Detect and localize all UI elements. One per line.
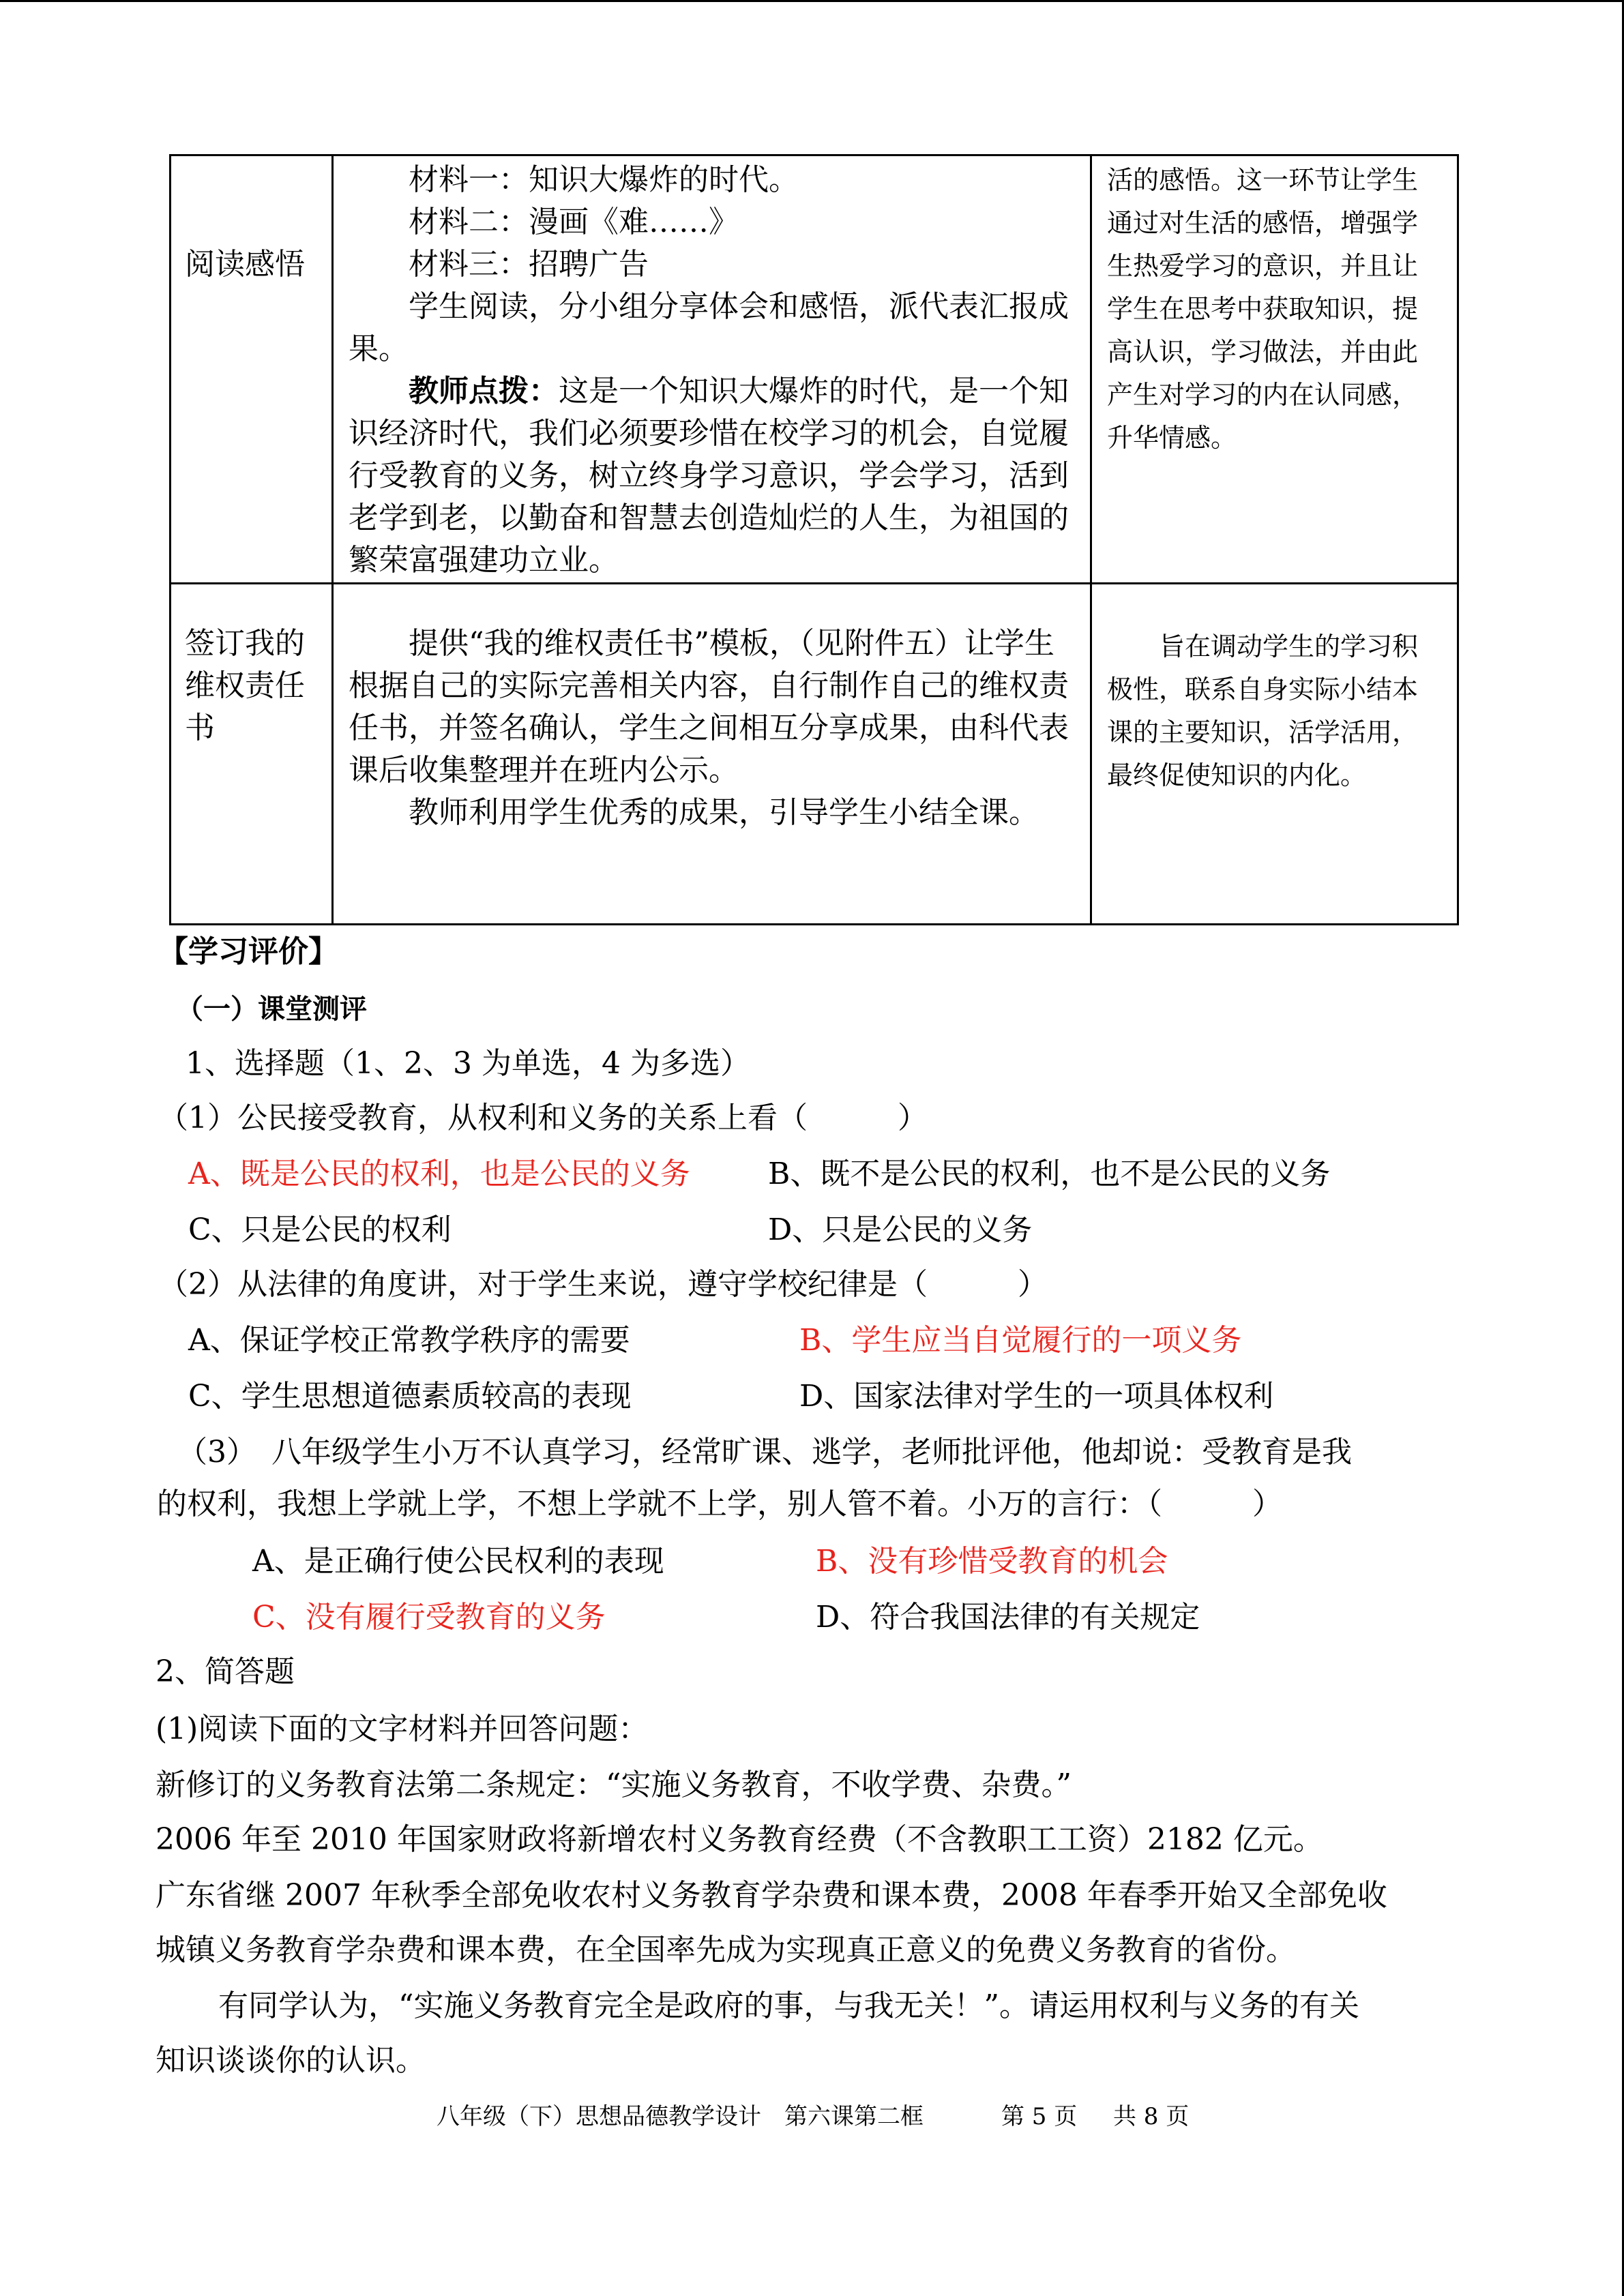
material-item: 材料三：招聘广告 <box>409 247 649 282</box>
option-a: A、是正确行使公民权利的表现 <box>252 1544 664 1579</box>
option-d: D、符合我国法律的有关规定 <box>816 1600 1200 1635</box>
option-a: A、既是公民的权利，也是公民的义务 <box>188 1157 690 1191</box>
question-text: 知识谈谈你的认识。 <box>156 2043 426 2078</box>
short-answer-title: 2、简答题 <box>156 1654 295 1689</box>
option-c: C、没有履行受教育的义务 <box>252 1600 606 1635</box>
option-c: C、只是公民的权利 <box>188 1212 452 1247</box>
question-text: 有同学认为，“实施义务教育完全是政府的事，与我无关！”。请运用权利与义务的有关 <box>218 1988 1359 2023</box>
option-b: B、既不是公民的权利，也不是公民的义务 <box>768 1157 1331 1191</box>
design-intent: 活的感悟。这一环节让学生通过对生活的感悟，增强学生热爱学习的意识，并且让学生在思考中获取知识，提高认识，学习做法，并由此产生对学习的内在认同感，升华情感。 <box>1107 165 1419 453</box>
teacher-guidance <box>349 370 1078 582</box>
material-text: 新修订的义务教育法第二条规定：“实施义务教育，不收学费、杂费。” <box>156 1768 1072 1802</box>
material-text: 广东省继 2007 年秋季全部免收农村义务教育学杂费和课本费，2008 年春季开始又全部免收 <box>156 1878 1387 1913</box>
intent-cell <box>1091 584 1458 925</box>
question-stem-continued: 的权利，我想上学就上学，不想上学就不上学，别人管不着。小万的言行：（ ） <box>157 1487 1282 1521</box>
material-text: 城镇义务教育学杂费和课本费，在全国率先成为实现真正意义的免费义务教育的省份。 <box>156 1933 1296 1967</box>
section-heading: 【学习评价】 <box>158 934 338 969</box>
subsection-heading: （一）课堂测评 <box>176 993 367 1025</box>
intent-cell <box>1091 155 1458 584</box>
choice-section-title: 1、选择题（1、2、3 为单选，4 为多选） <box>186 1046 750 1081</box>
short-answer-intro: (1)阅读下面的文字材料并回答问题： <box>156 1712 649 1746</box>
material-item: 材料一：知识大爆炸的时代。 <box>409 162 799 197</box>
table-row <box>171 155 1458 584</box>
page-border-top <box>0 0 1624 2</box>
material-text: 2006 年至 2010 年国家财政将新增农村义务教育经费（不含教职工工资）2182 亿元。 <box>156 1822 1323 1857</box>
stage-cell <box>171 584 333 925</box>
design-intent: 旨在调动学生的学习积极性，联系自身实际小结本课的主要知识，活学活用，最终促使知识的内化。 <box>1107 631 1419 790</box>
option-a: A、保证学校正常教学秩序的需要 <box>188 1323 630 1358</box>
option-d: D、只是公民的义务 <box>768 1212 1033 1247</box>
question-stem: （2）从法律的角度讲，对于学生来说，遵守学校纪律是（ ） <box>158 1267 1048 1302</box>
lesson-table <box>169 154 1459 925</box>
student-action: 学生阅读，分小组分享体会和感悟，派代表汇报成果。 <box>349 289 1069 366</box>
activity-cell <box>333 584 1091 925</box>
stage-label: 阅读感悟 <box>185 247 305 282</box>
question-stem: （3） 八年级学生小万不认真学习，经常旷课、逃学，老师批评他，他却说：受教育是我 <box>177 1435 1352 1470</box>
option-c: C、学生思想道德素质较高的表现 <box>188 1379 632 1414</box>
activity-paragraph: 教师利用学生优秀的成果，引导学生小结全课。 <box>409 795 1039 830</box>
teacher-guidance-label: 教师点拨： <box>409 374 559 408</box>
stage-cell <box>171 155 333 584</box>
activity-cell <box>333 155 1091 584</box>
stage-label: 签订我的维权责任书 <box>185 626 305 745</box>
activity-paragraph: 提供“我的维权责任书”模板，（见附件五）让学生根据自己的实际完善相关内容，自行制作自己的维权责任书，并签名确认，学生之间相互分享成果，由科代表课后收集整理并在班内公示。 <box>349 626 1069 788</box>
option-b: B、没有珍惜受教育的机会 <box>816 1544 1168 1579</box>
option-d: D、国家法律对学生的一项具体权利 <box>799 1379 1274 1414</box>
teacher-guidance-text: 这是一个知识大爆炸的时代，是一个知识经济时代，我们必须要珍惜在校学习的机会，自觉履行受教育的义务，树立终身学习意识，学会学习，活到老学到老，以勤奋和智慧去创造灿烂的人生，为祖国的繁荣富强建功立业。 <box>349 374 1069 578</box>
footer-total-pages: 共 8 页 <box>1113 2103 1190 2130</box>
table-row <box>171 584 1458 925</box>
footer-course-title: 八年级（下）思想品德教学设计 第六课第二框 <box>437 2103 924 2130</box>
option-b: B、学生应当自觉履行的一项义务 <box>799 1323 1242 1358</box>
material-item: 材料二：漫画《难……》 <box>409 205 739 239</box>
question-stem: （1）公民接受教育，从权利和义务的关系上看（ ） <box>158 1101 928 1135</box>
footer-page-number: 第 5 页 <box>1001 2103 1078 2130</box>
